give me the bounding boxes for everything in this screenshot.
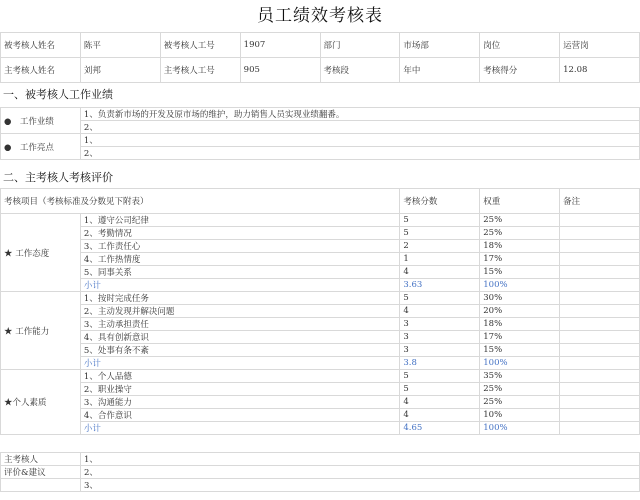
subtotal-label: 小计 bbox=[80, 279, 399, 292]
employee-info-table bbox=[0, 32, 640, 83]
subtotal-weight: 100% bbox=[480, 357, 560, 370]
item-note[interactable] bbox=[560, 344, 640, 357]
item-score[interactable]: 5 bbox=[400, 292, 480, 305]
info-value[interactable]: 刘邦 bbox=[80, 58, 160, 83]
table-row bbox=[1, 331, 640, 344]
table-row bbox=[1, 466, 640, 479]
info-value[interactable]: 运营岗 bbox=[560, 33, 640, 58]
info-value[interactable]: 陈平 bbox=[80, 33, 160, 58]
item-name: 5、同事关系 bbox=[80, 266, 399, 279]
highlight-line[interactable]: 2、 bbox=[80, 147, 639, 160]
table-row bbox=[1, 227, 640, 240]
item-weight: 15% bbox=[480, 344, 560, 357]
item-note[interactable] bbox=[560, 266, 640, 279]
item-note[interactable] bbox=[560, 409, 640, 422]
item-name: 3、沟通能力 bbox=[80, 396, 399, 409]
item-note[interactable] bbox=[560, 370, 640, 383]
item-score[interactable]: 4 bbox=[400, 266, 480, 279]
item-weight: 35% bbox=[480, 370, 560, 383]
item-weight: 18% bbox=[480, 318, 560, 331]
subtotal-score: 3.63 bbox=[400, 279, 480, 292]
item-weight: 18% bbox=[480, 240, 560, 253]
item-name: 4、工作热情度 bbox=[80, 253, 399, 266]
highlight-group-label: ● 工作亮点 bbox=[1, 134, 81, 160]
subtotal-note[interactable] bbox=[560, 422, 640, 435]
table-row bbox=[1, 344, 640, 357]
item-weight: 25% bbox=[480, 214, 560, 227]
item-name: 2、考勤情况 bbox=[80, 227, 399, 240]
evaluation-header-row bbox=[1, 189, 640, 214]
subtotal-label: 小计 bbox=[80, 422, 399, 435]
item-name: 1、遵守公司纪律 bbox=[80, 214, 399, 227]
comments-label-line2: 评价&建议 bbox=[1, 466, 81, 479]
item-note[interactable] bbox=[560, 318, 640, 331]
subtotal-note[interactable] bbox=[560, 279, 640, 292]
evaluation-table bbox=[0, 188, 640, 435]
subtotal-weight: 100% bbox=[480, 279, 560, 292]
comment-line[interactable]: 2、 bbox=[80, 466, 639, 479]
category-label: ★ 工作能力 bbox=[1, 292, 81, 370]
category-label: ★ 工作态度 bbox=[1, 214, 81, 292]
table-row bbox=[1, 318, 640, 331]
item-weight: 25% bbox=[480, 227, 560, 240]
subtotal-label: 小计 bbox=[80, 357, 399, 370]
item-score[interactable]: 5 bbox=[400, 370, 480, 383]
item-weight: 30% bbox=[480, 292, 560, 305]
column-header-item: 考核项目（考核标准及分数见下附表） bbox=[1, 189, 400, 214]
item-note[interactable] bbox=[560, 292, 640, 305]
table-row bbox=[1, 396, 640, 409]
performance-group-label: ● 工作业绩 bbox=[1, 108, 81, 134]
info-value[interactable]: 年中 bbox=[400, 58, 480, 83]
comment-line[interactable]: 1、 bbox=[80, 453, 639, 466]
item-name: 2、主动发现并解决问题 bbox=[80, 305, 399, 318]
info-label: 考核段 bbox=[320, 58, 400, 83]
item-weight: 10% bbox=[480, 409, 560, 422]
item-name: 1、个人品德 bbox=[80, 370, 399, 383]
section-performance-title: 一、被考核人工作业绩 bbox=[3, 88, 113, 101]
item-score[interactable]: 4 bbox=[400, 305, 480, 318]
table-row bbox=[1, 453, 640, 466]
subtotal-note[interactable] bbox=[560, 357, 640, 370]
item-note[interactable] bbox=[560, 331, 640, 344]
item-name: 1、按时完成任务 bbox=[80, 292, 399, 305]
item-name: 4、具有创新意识 bbox=[80, 331, 399, 344]
column-header-weight: 权重 bbox=[480, 189, 560, 214]
item-note[interactable] bbox=[560, 253, 640, 266]
table-row bbox=[1, 409, 640, 422]
item-note[interactable] bbox=[560, 214, 640, 227]
item-name: 3、主动承担责任 bbox=[80, 318, 399, 331]
info-label: 主考核人工号 bbox=[160, 58, 240, 83]
item-score[interactable]: 2 bbox=[400, 240, 480, 253]
category-label: ★个人素质 bbox=[1, 370, 81, 435]
table-row bbox=[1, 121, 640, 134]
item-note[interactable] bbox=[560, 383, 640, 396]
table-row bbox=[1, 253, 640, 266]
performance-line[interactable]: 1、负责新市场的开发及原市场的维护，助力销售人员实现业绩翻番。 bbox=[80, 108, 639, 121]
item-score[interactable]: 1 bbox=[400, 253, 480, 266]
table-row bbox=[1, 305, 640, 318]
item-score[interactable]: 5 bbox=[400, 214, 480, 227]
table-row bbox=[1, 266, 640, 279]
subtotal-score: 4.65 bbox=[400, 422, 480, 435]
subtotal-score: 3.8 bbox=[400, 357, 480, 370]
item-note[interactable] bbox=[560, 305, 640, 318]
info-label: 考核得分 bbox=[480, 58, 560, 83]
info-label: 被考核人工号 bbox=[160, 33, 240, 58]
performance-line[interactable]: 2、 bbox=[80, 121, 639, 134]
item-weight: 17% bbox=[480, 253, 560, 266]
item-score[interactable]: 4 bbox=[400, 409, 480, 422]
info-label: 岗位 bbox=[480, 33, 560, 58]
info-value[interactable]: 905 bbox=[240, 58, 320, 83]
column-header-note: 备注 bbox=[560, 189, 640, 214]
table-row bbox=[1, 370, 640, 383]
item-weight: 20% bbox=[480, 305, 560, 318]
section-evaluation-title: 二、主考核人考核评价 bbox=[3, 171, 113, 184]
item-note[interactable] bbox=[560, 396, 640, 409]
item-name: 3、工作责任心 bbox=[80, 240, 399, 253]
page-title: 员工绩效考核表 bbox=[257, 6, 383, 26]
table-row bbox=[1, 134, 640, 147]
item-weight: 25% bbox=[480, 383, 560, 396]
subtotal-row bbox=[1, 357, 640, 370]
item-score[interactable]: 3 bbox=[400, 331, 480, 344]
item-name: 5、处事有条不紊 bbox=[80, 344, 399, 357]
performance-table bbox=[0, 107, 640, 160]
item-weight: 15% bbox=[480, 266, 560, 279]
subtotal-weight: 100% bbox=[480, 422, 560, 435]
item-score[interactable]: 5 bbox=[400, 227, 480, 240]
item-note[interactable] bbox=[560, 240, 640, 253]
subtotal-row bbox=[1, 279, 640, 292]
comments-label-line1: 主考核人 bbox=[1, 453, 81, 466]
info-label: 主考核人姓名 bbox=[1, 58, 81, 83]
item-note[interactable] bbox=[560, 227, 640, 240]
info-row bbox=[1, 58, 640, 83]
info-value[interactable]: 1907 bbox=[240, 33, 320, 58]
info-row bbox=[1, 33, 640, 58]
highlight-line[interactable]: 1、 bbox=[80, 134, 639, 147]
comments-table bbox=[0, 452, 640, 492]
item-score[interactable]: 5 bbox=[400, 383, 480, 396]
info-label: 被考核人姓名 bbox=[1, 33, 81, 58]
table-row bbox=[1, 147, 640, 160]
table-row bbox=[1, 383, 640, 396]
table-row bbox=[1, 214, 640, 227]
comment-line[interactable]: 3、 bbox=[80, 479, 639, 492]
item-name: 2、职业操守 bbox=[80, 383, 399, 396]
info-value[interactable]: 12.08 bbox=[560, 58, 640, 83]
item-weight: 25% bbox=[480, 396, 560, 409]
item-weight: 17% bbox=[480, 331, 560, 344]
item-score[interactable]: 3 bbox=[400, 318, 480, 331]
item-score[interactable]: 3 bbox=[400, 344, 480, 357]
info-value[interactable]: 市场部 bbox=[400, 33, 480, 58]
subtotal-row bbox=[1, 422, 640, 435]
info-label: 部门 bbox=[320, 33, 400, 58]
item-name: 4、合作意识 bbox=[80, 409, 399, 422]
table-row bbox=[1, 240, 640, 253]
column-header-score: 考核分数 bbox=[400, 189, 480, 214]
comments-label-blank bbox=[1, 479, 81, 492]
table-row bbox=[1, 479, 640, 492]
table-row bbox=[1, 108, 640, 121]
item-score[interactable]: 4 bbox=[400, 396, 480, 409]
table-row bbox=[1, 292, 640, 305]
